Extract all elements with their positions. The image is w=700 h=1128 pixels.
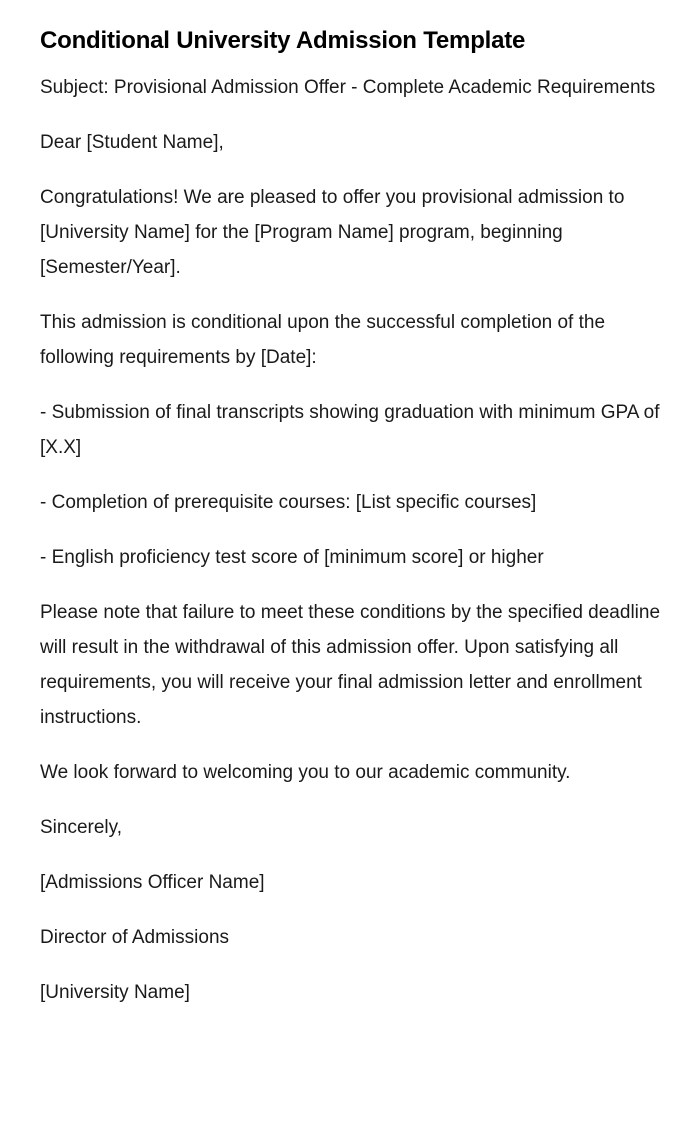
university-name: [University Name] (40, 982, 190, 1003)
officer-title: Director of Admissions (40, 927, 230, 948)
notice-paragraph: Please note that failure to meet these conditions by the specified deadline will result in the withdrawal of this admission offer. Upon satisfying all requirements, you will receive your final admission letter and enrollment instructions. (40, 602, 661, 728)
closing-line: We look forward to welcoming you to our academic community. (40, 762, 571, 783)
requirement-item: - Completion of prerequisite courses: [List specific courses] (40, 492, 537, 513)
officer-name: [Admissions Officer Name] (40, 872, 265, 893)
subject-line: Subject: Provisional Admission Offer - Complete Academic Requirements (40, 77, 656, 98)
intro-paragraph: Congratulations! We are pleased to offer you provisional admission to [University Name] for the [Program Name] program, beginning [Semester/Year]. (40, 187, 625, 278)
requirement-item: - English proficiency test score of [minimum score] or higher (40, 547, 544, 568)
requirement-item: - Submission of final transcripts showing graduation with minimum GPA of [X.X] (40, 402, 660, 458)
conditions-intro: This admission is conditional upon the successful completion of the following requirements by [Date]: (40, 312, 606, 368)
salutation: Dear [Student Name], (40, 132, 224, 153)
document-title: Conditional University Admission Template (40, 27, 526, 54)
sign-off: Sincerely, (40, 817, 123, 838)
